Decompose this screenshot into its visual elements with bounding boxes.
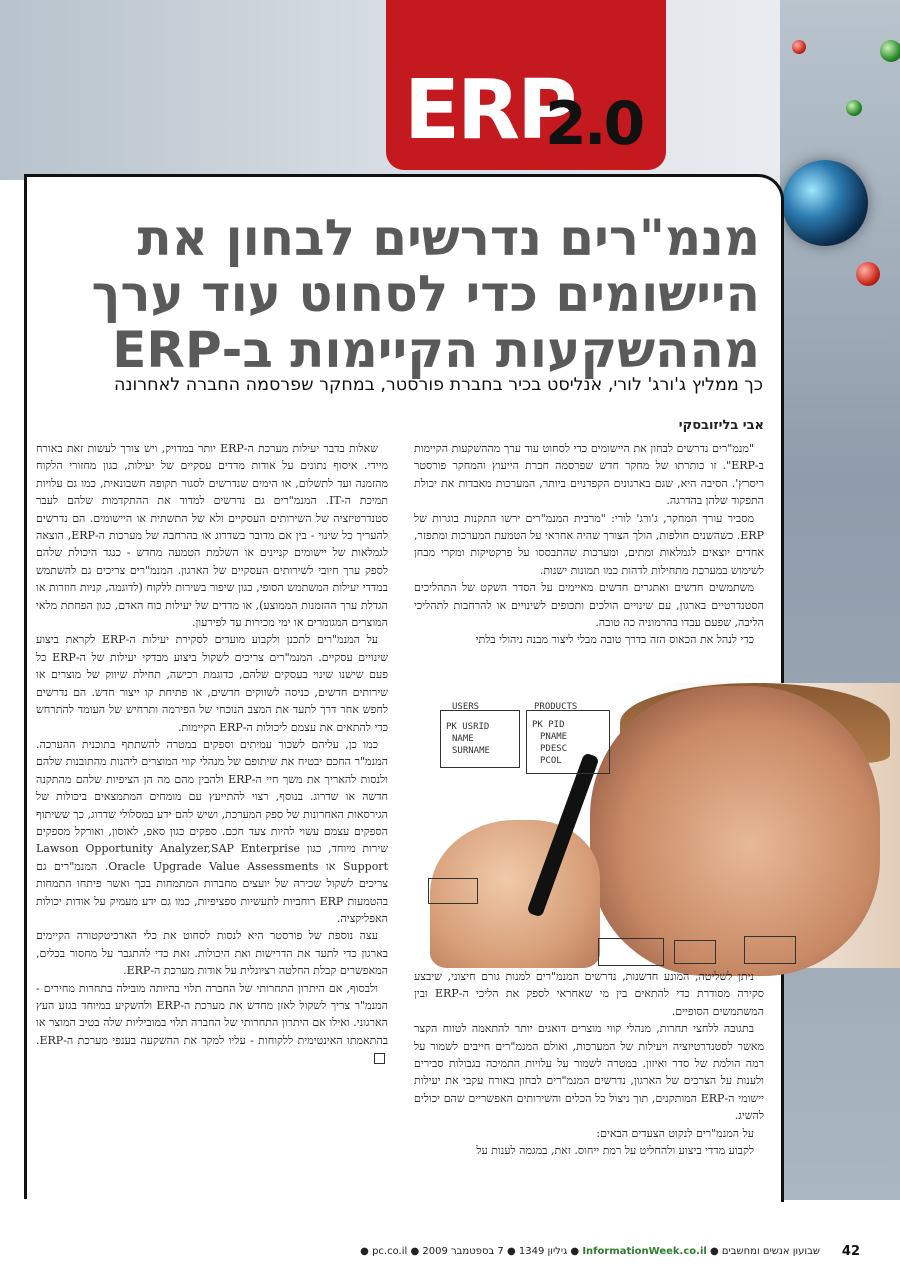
badge-version-text: 2.0 xyxy=(545,89,643,159)
headline-line-2: היישומים כדי לסחוט עוד ערך xyxy=(91,265,760,323)
network-node-icon xyxy=(846,100,862,116)
sketch-products-field: PNAME xyxy=(540,732,568,742)
sketch-products-title: PRODUCTS xyxy=(534,702,578,712)
paragraph: בתגובה ללחצי תחרות, מנהלי קווי מוצרים דואגים יותר להתאמה לטווח הקצר מאשר לסטנדרטיזציה ויעילות של המערכות, ואולם המנמ"רים חייבים לשמור על רמה הולמת של סדר ואיזון. במטרה לשמור על עלויות התמיכה בגבולות סבירים ולענות על הצרכים של הארגון, נדרשים המנמ"רים לבחון באורח עקבי את יעילות יישומי ה-ERP המותקנים, תוך ניצול כל הכלים והשירותים האפשריים שהם יכולים להשיג. xyxy=(414,1022,764,1123)
footer-web: pc.co.il xyxy=(372,1246,408,1257)
footer-separator: ● xyxy=(567,1246,580,1257)
paragraph-text: ולבסוף, אם היתרון התחרותי של החברה תלוי בהיותה מובילה בתחרות מחירים - המנמ"ר צריך לשקול לאזן מחדש את מערכת ה-ERP ולהשקיע במיוחד בגזע העץ הארגוני. ואילו אם היתרון התחרותי של החברה תלוי במוביליות שלה בטיב המוצר או בהתאמתו האינטימית ללקוחות - עליו למקד את ההשקעה בענפי מערכת ה-ERP. xyxy=(36,981,389,1047)
panel-border-left xyxy=(24,174,27,1199)
paragraph: עצה נוספת של פורסטר היא לנסות לסחוט את כלי הארכיטקטורה הקיימים בארגון כדי לתעד את הדרישות ואת היכולות. זאת כדי להתגבר על מחסור בכלים, המאפשרים קבלת החלטה רציונלית על אודות מערכת ה-ERP. xyxy=(36,929,388,978)
headline-line-3: מההשקעות הקיימות ב-ERP xyxy=(112,321,760,379)
sketch-products-field: PCOL xyxy=(540,756,562,766)
article-headline xyxy=(60,210,760,378)
footer-magazine: שבועון אנשים ומחשבים xyxy=(721,1246,820,1257)
footer-separator: ● xyxy=(503,1246,516,1257)
headline-line-1: מנמ"רים נדרשים לבחון את xyxy=(137,209,760,267)
sketch-users-field: SURNAME xyxy=(452,746,490,756)
footer-date: 7 בספטמבר 2009 xyxy=(422,1246,504,1257)
paragraph: כמו כן, עליהם לשכור עמיתים וספקים במטרה להשתתף בתוכנית ההערכה. המנמ"ר החכם יבטיח את שיתופם של מנהלי קווי המוצרים ליהנות מהתובנות שלהם ולנסות להאריך את משך חיי ה-ERP ולהבין מהם מה הן הציפיות שלהם מהתקנה חדשה או שדרוג. בנוסף, רצוי להתייעץ עם מומחים המתמצאים ביכולות של הגירסאות האחרונות של ספק המערכת, ושיש להם ידע במסלולי שדרוג, כך ששיתוף הספקים עצמם עשוי להיות צעד חכם. ספקים כגון סאפ, לאוסון, ואורקל מספקים שירות מיוחד, כגון Lawson Opportunity Analyzer,SAP Enterprise Support או Oracle Upgrade Value Assessments. המנמ"רים גם צריכים לשקול שכירה של יועצים מחברות המתמחות בכך ואשר פיתחו התמחות בהטמעות ERP רוחביות לתעשיות ספציפיות, כמו גם ידע מעמיק על אודות יכולות האפליקציה. xyxy=(36,737,388,925)
paragraph: כדי לנהל את הכאוס הזה בדרך טובה מבלי ליצור מבנה ניהולי בלתי xyxy=(475,633,754,647)
sketch-box xyxy=(428,878,478,904)
paragraph: משתמשים חדשים ואתגרים חדשים מאיימים על הסדר השקט של התהליכים הסטנדרטיים בארגון, עם שינויים הולכים ותכופים לשינויים או להרחבות לתהליכי הליבה, שפעם עבדו בהרמוניה כה טובה. xyxy=(414,581,764,630)
paragraph: שאלות בדבר יעילות מערכת ה-ERP יותר במדויק, ויש צורך לעשות זאת באורח מיידי. איסוף נתונים על אודות מדדים עסקיים של יעילות, כגון מחזורי הלקוח מהזמנה ועד לתשלום, או הימים שנדרשים לסגור תקופה חשבונאית, כמו גם עלויות תמיכת ה-IT. המנמ"רים גם נדרשים למדוד את ההתקדמות שלהם לעבר סטנדרטיזציה של השירותים העסקיים ולא של התשתית או היישומים. הם נדרשים להעריך כל שינוי - בין אם מדובר בשדרוג או בהרחבה של מערכות ה-ERP, הוצאה לגמלאות של יישומים קניינים או השלמת הטמעה מחדש - כנגד היכולת שלהם לספק ערך חיובי לשירותים העסקיים של הארגון. המנמ"רים צריכים גם להשתמש במדדי יעילות המשתמש הסופי, כגון שיפור בשירות ללקוח (לדוגמה, קניות חוזרות או הגדלת ערך ההזמנות הממוצע), או מדדים של יעילות כוח האדם, כגון הפחתת מלאי המוצרים המגומרים או ימי מכירות עד לפירעון. xyxy=(36,442,388,630)
article-column-left xyxy=(36,440,388,1067)
paragraph: מסביר עורך המחקר, ג'ורג' לורי: "מרבית המנמ"רים ירשו התקנות בוגרות של ERP. כשהשנים חולפות, הולך הצורך שהיה אחראי על הטמעת המערכות ומתפזר, אחדים יוצאים לגמלאות ומתים, ומערכות שהתבססו על פרקטיקות ומקרי מבחן לשימוש במערכת מתחילות לדהות כמו תמונות ישנות. xyxy=(414,511,764,577)
article-column-right-lower xyxy=(414,968,764,1159)
end-of-article-icon xyxy=(374,1053,385,1064)
sketch-box xyxy=(598,938,664,966)
footer-separator: ● xyxy=(706,1246,719,1257)
paragraph: על המנמ"רים לתכנן ולקבוע מועדים לסקירת יעילות ה-ERP לקראת ביצוע שינויים עסקיים. המנמ"רים צריכים לשקול ביצוע מבדקי יעילות של ה-ERP כל פעם שישנו שינוי בעסקים שלהם, כדוגמת רכישה, תחילת שיווק של מוצרים או שירותים חדשים, כניסה לשווקים חדשים, או פתיחת קו ייצור חדש. הם נדרשים לחפש אחר דרך לתעד את המצב הנוכחי של הפירמה ותרחיש של העומד להתרחש כדי להתאים את עצמם ליכולות ה-ERP הקיימות. xyxy=(36,633,388,734)
paragraph: ניתן לשליטה, המונע חדשנות, נדרשים המנמ"רים למנות גורם חיצוני, שיבצע סקירה מסודרת כדי להתאים בין מי שאחראי לספק את הליכי ה-ERP ובין המשתמשים הסופיים. xyxy=(414,970,764,1018)
footer-issue: גיליון 1349 xyxy=(518,1246,568,1257)
photo-face xyxy=(590,686,880,976)
sketch-products-field: PDESC xyxy=(540,744,568,754)
sketch-products-field: PK PID xyxy=(532,720,565,730)
page-footer xyxy=(300,1246,820,1257)
network-node-icon xyxy=(792,40,806,54)
sketch-box xyxy=(744,936,796,964)
article-subhead: כך ממליץ ג'ורג' לורי, אנליסט בכיר בחברת פורסטר, במחקר שפרסמה החברה לאחרונה xyxy=(114,375,763,395)
network-node-icon xyxy=(856,262,880,286)
footer-site: InformationWeek.co.il xyxy=(582,1246,707,1257)
network-node-icon xyxy=(880,40,900,62)
paragraph: על המנמ"רים לנקוט הצעדים הבאים: xyxy=(596,1126,754,1140)
globe-illustration xyxy=(782,160,868,246)
sketch-box xyxy=(674,940,716,964)
sketch-users-field: NAME xyxy=(452,734,474,744)
sketch-users-title: USERS xyxy=(452,702,480,712)
page-number: 42 xyxy=(841,1244,860,1259)
paragraph: לקבוע מדדי ביצוע ולהחליט על רמת ייחוס. זאת, במגמה לענות על xyxy=(476,1144,754,1158)
paragraph-last xyxy=(36,980,388,1067)
sketch-users-field: PK USRID xyxy=(446,722,490,732)
paragraph: "מנמ"רים נדרשים לבחון את היישומים כדי לסחוט עוד ערך מההשקעות הקיימות ב-ERP". זו כותרתו של מחקר חדש שפרסמה חברת הייעוץ והמחקר פורסטר ריסרץ'. הסיבה היא, שגם בארגונים הקפדניים ביותר, המערכות מאבדות את יכולת התפקוד שלהן בהדרגה. xyxy=(414,442,764,508)
badge-erp-text: ERP xyxy=(404,63,575,158)
article-byline: אבי בליזובסקי xyxy=(678,418,764,433)
footer-separator: ● xyxy=(360,1246,369,1257)
footer-separator: ● xyxy=(407,1246,420,1257)
article-column-right xyxy=(414,440,764,649)
